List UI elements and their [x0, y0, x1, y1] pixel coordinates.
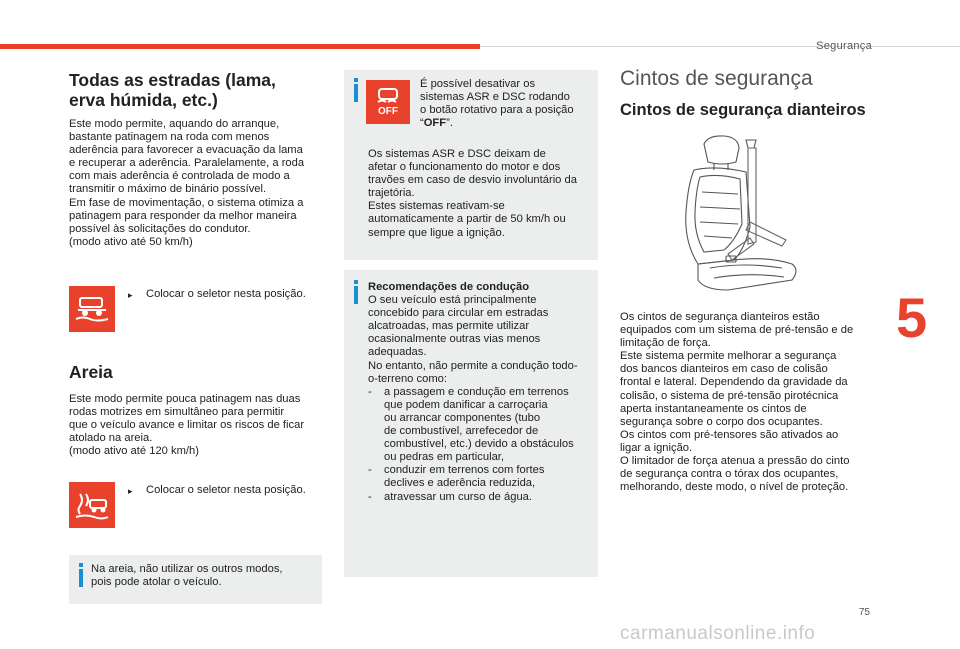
- instruction-sand: [128, 484, 328, 498]
- text-line: atolado na areia.: [69, 432, 153, 445]
- section-title: Segurança: [816, 40, 872, 52]
- esp-off-icon: [366, 80, 410, 124]
- text-line: melhorando, deste modo, o nível de proteção.: [620, 481, 849, 494]
- text-line: Em fase de movimentação, o sistema otimiza a: [69, 196, 304, 209]
- text-line: de segurança contra o tórax dos ocupantes,: [620, 468, 839, 481]
- sand-note-box: [69, 555, 322, 604]
- quote-close: ”.: [446, 117, 453, 130]
- text-line: automaticamente a partir de 50 km/h ou: [368, 213, 566, 226]
- all-roads-heading-line1: Todas as estradas (lama,: [69, 70, 276, 90]
- text-line: aderência para favorecer a evacuação da lama: [69, 144, 303, 157]
- off-label: OFF: [378, 106, 398, 117]
- text-line: limitação de força.: [620, 337, 711, 350]
- header-rule: [480, 46, 960, 47]
- all-roads-heading-line2: erva húmida, etc.): [69, 90, 218, 110]
- text-line: travões em caso de desvio involuntário da: [368, 174, 577, 187]
- esp-off-intro: [420, 78, 592, 130]
- text-line: Os cintos com pré-tensores são ativados ao: [620, 428, 839, 441]
- text-line: transmitir o máximo de binário possível.: [69, 183, 267, 196]
- text-line: alcatroadas, mas permite utilizar: [368, 320, 530, 333]
- text-line: possível às solicitações do condutor.: [69, 222, 251, 235]
- off-emphasis: OFF: [423, 117, 447, 130]
- sand-paragraph: [69, 393, 339, 458]
- info-icon: [354, 286, 358, 304]
- text-line: que podem danificar a carroçaria: [384, 398, 548, 411]
- text-line: rodas motrizes em simultâneo para permitir: [69, 406, 285, 419]
- text-line: ou pedras em particular,: [384, 451, 505, 464]
- text-line: ligar a ignição.: [620, 441, 693, 454]
- text-line: equipados com um sistema de pré-tensão e de: [620, 324, 854, 337]
- text-line: ocasionalmente outras vias menos: [368, 333, 541, 346]
- seatbelts-paragraph: [620, 311, 882, 494]
- text-line: combustível, etc.) devido a obstáculos: [384, 438, 574, 451]
- text-line: patinagem para responder da melhor maneira: [69, 209, 297, 222]
- header-accent-bar: [0, 44, 480, 49]
- text-line: [420, 117, 592, 130]
- arrow-bullet-icon: ▸: [128, 290, 133, 300]
- text-line: sempre que ligue a ignição.: [368, 226, 505, 239]
- sand-heading: Areia: [69, 362, 113, 382]
- text-line: sistemas ASR e DSC rodando: [420, 91, 570, 104]
- text-line: e recuperar a aderência. Paralelamente, a roda: [69, 157, 305, 170]
- text-line: que o veículo avance e limitar os riscos de ficar: [69, 419, 305, 432]
- text-line: declives e aderência reduzida,: [384, 477, 536, 490]
- text-line: com mais aderência é controlada de modo a: [69, 170, 290, 183]
- info-icon: [354, 84, 358, 102]
- text-line: o botão rotativo para a posição: [420, 104, 574, 117]
- esp-off-box: [344, 70, 598, 260]
- text-line: concebido para circular em estradas: [368, 307, 549, 320]
- text-line: Estes sistemas reativam-se: [368, 200, 505, 213]
- text-line: colisão, o sistema de pré-tensão pirotécnica: [620, 389, 839, 402]
- esp-off-body: [368, 148, 596, 240]
- instruction-mud: [128, 288, 328, 302]
- watermark: carmanualsonline.info: [620, 623, 816, 644]
- seatbelts-heading: Cintos de segurança: [620, 67, 813, 90]
- driving-recommendations-box: [344, 270, 598, 577]
- text-line: Os cintos de segurança dianteiros estão: [620, 311, 820, 323]
- text-line: O seu veículo está principalmente: [368, 294, 537, 307]
- list-item: [368, 386, 596, 465]
- list-item: [368, 464, 596, 490]
- page-number: 75: [858, 607, 870, 618]
- mud-terrain-icon: [69, 286, 115, 332]
- text-line: Este modo permite, aquando do arranque,: [69, 118, 280, 130]
- text-line: Na areia, não utilizar os outros modos,: [91, 563, 283, 575]
- text-line: Este sistema permite melhorar a segurança: [620, 350, 837, 363]
- offroad-list: [368, 386, 596, 504]
- text-line: conduzir em terrenos com fortes: [384, 464, 545, 477]
- text-line: aperta instantaneamente os cintos de: [620, 402, 807, 415]
- text-line: afetar o funcionamento do motor e dos: [368, 161, 561, 174]
- text-line: Este modo permite pouca patinagem nas duas: [69, 393, 301, 405]
- arrow-bullet-icon: ▸: [128, 486, 133, 496]
- text-line: bastante patinagem na roda com menos: [69, 131, 270, 144]
- list-item: [368, 491, 596, 504]
- text-line: O limitador de força atenua a pressão do cinto: [620, 455, 850, 468]
- chapter-number: 5: [896, 286, 928, 349]
- text-line: dos bancos dianteiros em caso de colisão: [620, 363, 828, 376]
- text-line: adequadas.: [368, 346, 427, 359]
- text-line: (modo ativo até 50 km/h): [69, 235, 193, 248]
- text-line: o-terreno como:: [368, 372, 447, 385]
- text-line: Os sistemas ASR e DSC deixam de: [368, 148, 546, 160]
- seat-with-seatbelt-illustration: [664, 132, 819, 297]
- quote-open: “: [420, 117, 424, 130]
- text-line: a passagem e condução em terrenos: [384, 385, 569, 398]
- text-line: trajetória.: [368, 187, 415, 200]
- text-line: (modo ativo até 120 km/h): [69, 445, 199, 458]
- list-dash: -: [368, 385, 372, 398]
- instruction-text: Colocar o seletor nesta posição.: [146, 288, 306, 300]
- all-roads-heading: [69, 70, 339, 110]
- text-line: É possível desativar os: [420, 78, 536, 90]
- text-line: de combustível, arrefecedor de: [384, 425, 539, 438]
- text-line: frontal e lateral. Dependendo da gravidade da: [620, 376, 848, 389]
- sand-mode-icon: [69, 482, 115, 528]
- all-roads-paragraph: [69, 118, 339, 249]
- front-seatbelts-subheading: Cintos de segurança dianteiros: [620, 101, 866, 119]
- instruction-text: Colocar o seletor nesta posição.: [146, 484, 306, 496]
- list-dash: -: [368, 464, 372, 477]
- list-dash: -: [368, 490, 372, 503]
- text-line: No entanto, não permite a condução todo-: [368, 359, 578, 372]
- recommendations-title: Recomendações de condução: [368, 281, 530, 293]
- info-icon: [79, 569, 83, 587]
- text-line: pois pode atolar o veículo.: [91, 576, 222, 589]
- text-line: ou arrancar componentes (tubo: [384, 411, 541, 424]
- text-line: atravessar um curso de água.: [384, 490, 532, 503]
- text-line: segurança sobre o corpo dos ocupantes.: [620, 415, 823, 428]
